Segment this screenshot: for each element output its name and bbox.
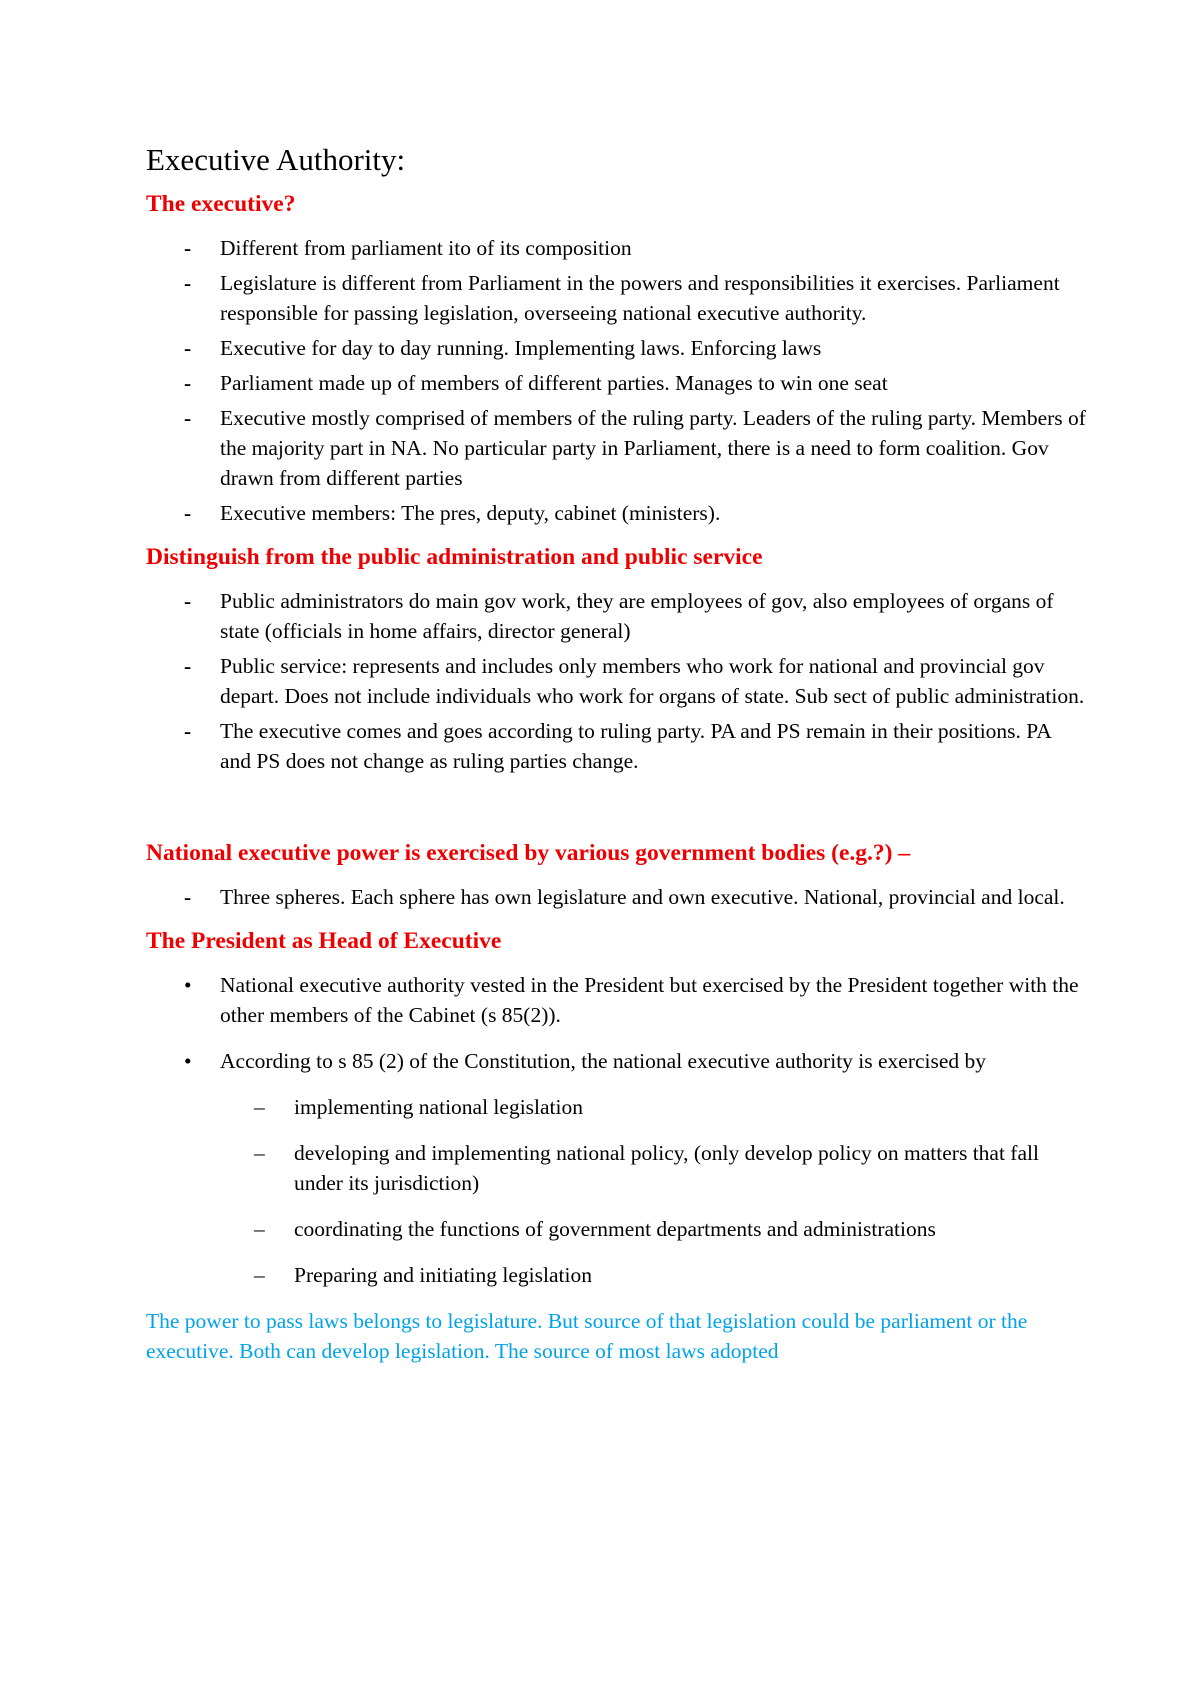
list-item [146, 498, 1086, 528]
dash-marker: - [184, 371, 192, 395]
list-item-text: Different from parliament ito of its composition [220, 236, 632, 260]
list-item-text: The executive comes and goes according to ruling party. PA and PS remain in their positions. PA and PS does not change as ruling parties change. [220, 719, 1051, 773]
list-item [146, 403, 1086, 493]
section-heading-national-executive-power: National executive power is exercised by various government bodies (e.g.?) – [146, 840, 911, 866]
national-power-list [146, 882, 1086, 912]
endash-marker: – [254, 1217, 265, 1241]
list-item-text: Executive members: The pres, deputy, cabinet (ministers). [220, 501, 721, 525]
list-item [146, 1046, 1086, 1076]
dash-marker: - [184, 271, 192, 295]
list-item-text: Executive mostly comprised of members of the ruling party. Leaders of the ruling party. Members of the majority part in NA. No particular party in Parliament, there is a need to form coalition. Gov drawn from different parties [220, 406, 1086, 490]
sub-list-item-text: developing and implementing national policy, (only develop policy on matters that fall under its jurisdiction) [294, 1141, 1039, 1195]
list-item-text: According to s 85 (2) of the Constitution, the national executive authority is exercised by [220, 1049, 987, 1073]
list-item-text: Parliament made up of members of different parties. Manages to win one seat [220, 371, 888, 395]
dash-marker: - [184, 406, 192, 430]
list-item [146, 651, 1086, 711]
list-item [146, 716, 1086, 776]
sub-list-item [146, 1260, 1086, 1290]
section-heading-executive: The executive? [146, 191, 296, 217]
list-item [146, 586, 1086, 646]
executive-functions-list [146, 1092, 1086, 1290]
sub-list-item [146, 1214, 1086, 1244]
sub-list-item-text: Preparing and initiating legislation [294, 1263, 592, 1287]
dash-marker: - [184, 336, 192, 360]
endash-marker: – [254, 1095, 265, 1119]
list-item-text: Three spheres. Each sphere has own legislature and own executive. National, provincial and local. [220, 885, 1065, 909]
list-item-text: Legislature is different from Parliament in the powers and responsibilities it exercises. Parliament responsible for passing legislation, overseeing national executive authority. [220, 271, 1060, 325]
section-heading-president: The President as Head of Executive [146, 928, 502, 954]
list-item [146, 882, 1086, 912]
dash-marker: - [184, 719, 192, 743]
sub-list-item-text: coordinating the functions of government departments and administrations [294, 1217, 936, 1241]
document-page [146, 140, 1086, 1366]
distinguish-list [146, 586, 1086, 776]
page-title: Executive Authority: [146, 142, 406, 177]
list-item [146, 233, 1086, 263]
list-item-text: Public administrators do main gov work, they are employees of gov, also employees of organs of state (officials in home affairs, director general) [220, 589, 1054, 643]
sub-list-item [146, 1138, 1086, 1198]
list-item [146, 268, 1086, 328]
dash-marker: - [184, 654, 192, 678]
list-item-text: Executive for day to day running. Implementing laws. Enforcing laws [220, 336, 822, 360]
president-list [146, 970, 1086, 1076]
list-item [146, 333, 1086, 363]
list-item [146, 368, 1086, 398]
endash-marker: – [254, 1141, 265, 1165]
list-item-text: Public service: represents and includes only members who work for national and provincial gov depart. Does not include individuals who work for organs of state. Sub sect of public administration. [220, 654, 1085, 708]
bullet-marker: • [184, 973, 192, 997]
dash-marker: - [184, 885, 192, 909]
endash-marker: – [254, 1263, 265, 1287]
dash-marker: - [184, 501, 192, 525]
list-item-text: National executive authority vested in the President but exercised by the President together with the other members of the Cabinet (s 85(2)). [220, 973, 1079, 1027]
sub-list-item [146, 1092, 1086, 1122]
executive-list [146, 233, 1086, 528]
bullet-marker: • [184, 1049, 192, 1073]
section-heading-distinguish: Distinguish from the public administration and public service [146, 544, 763, 570]
dash-marker: - [184, 589, 192, 613]
list-item [146, 970, 1086, 1030]
sub-list-item-text: implementing national legislation [294, 1095, 584, 1119]
dash-marker: - [184, 236, 192, 260]
note-paragraph: The power to pass laws belongs to legislature. But source of that legislation could be parliament or the executive. Both can develop legislation. The source of most laws adopted [146, 1309, 1028, 1363]
